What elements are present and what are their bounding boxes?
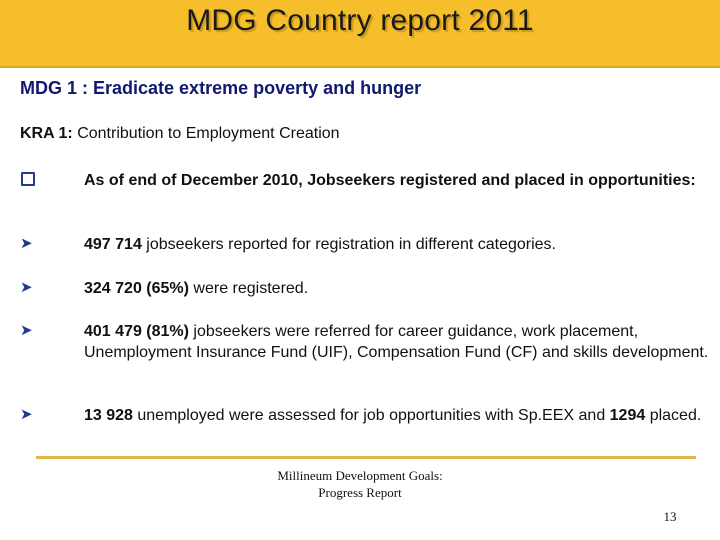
kra-line bbox=[20, 125, 340, 143]
bullet-text: 13 928 unemployed were assessed for job opportunities with Sp.EEX and 1294 placed. bbox=[84, 407, 702, 424]
bullet-text: 401 479 (81%) jobseekers were referred for career guidance, work placement, Unemployment Insurance Fund (UIF), Compensation Fund (CF) and skills development. bbox=[84, 323, 709, 361]
slide-title: MDG Country report 2011 bbox=[186, 4, 534, 37]
arrow-bullet-icon: ➤ bbox=[20, 278, 33, 296]
goal-heading: MDG 1 : Eradicate extreme poverty and hunger bbox=[20, 78, 422, 98]
bullet-text: 324 720 (65%) were registered. bbox=[84, 280, 309, 297]
kra-text: Contribution to Employment Creation bbox=[72, 125, 340, 142]
title-bar bbox=[0, 0, 720, 68]
kra-label: KRA 1: bbox=[20, 125, 73, 142]
footer-divider bbox=[36, 456, 696, 459]
page-number: 13 bbox=[663, 509, 677, 524]
arrow-bullet-icon: ➤ bbox=[20, 234, 33, 252]
arrow-bullet-icon: ➤ bbox=[20, 321, 33, 339]
arrow-bullet-icon: ➤ bbox=[20, 405, 33, 423]
bullet-text: 497 714 jobseekers reported for registration in different categories. bbox=[84, 236, 556, 253]
footer-caption: Millineum Development Goals: Progress Report bbox=[277, 468, 443, 500]
bullet-text: As of end of December 2010, Jobseekers registered and placed in opportunities: bbox=[84, 172, 696, 189]
square-bullet-icon bbox=[20, 170, 38, 188]
